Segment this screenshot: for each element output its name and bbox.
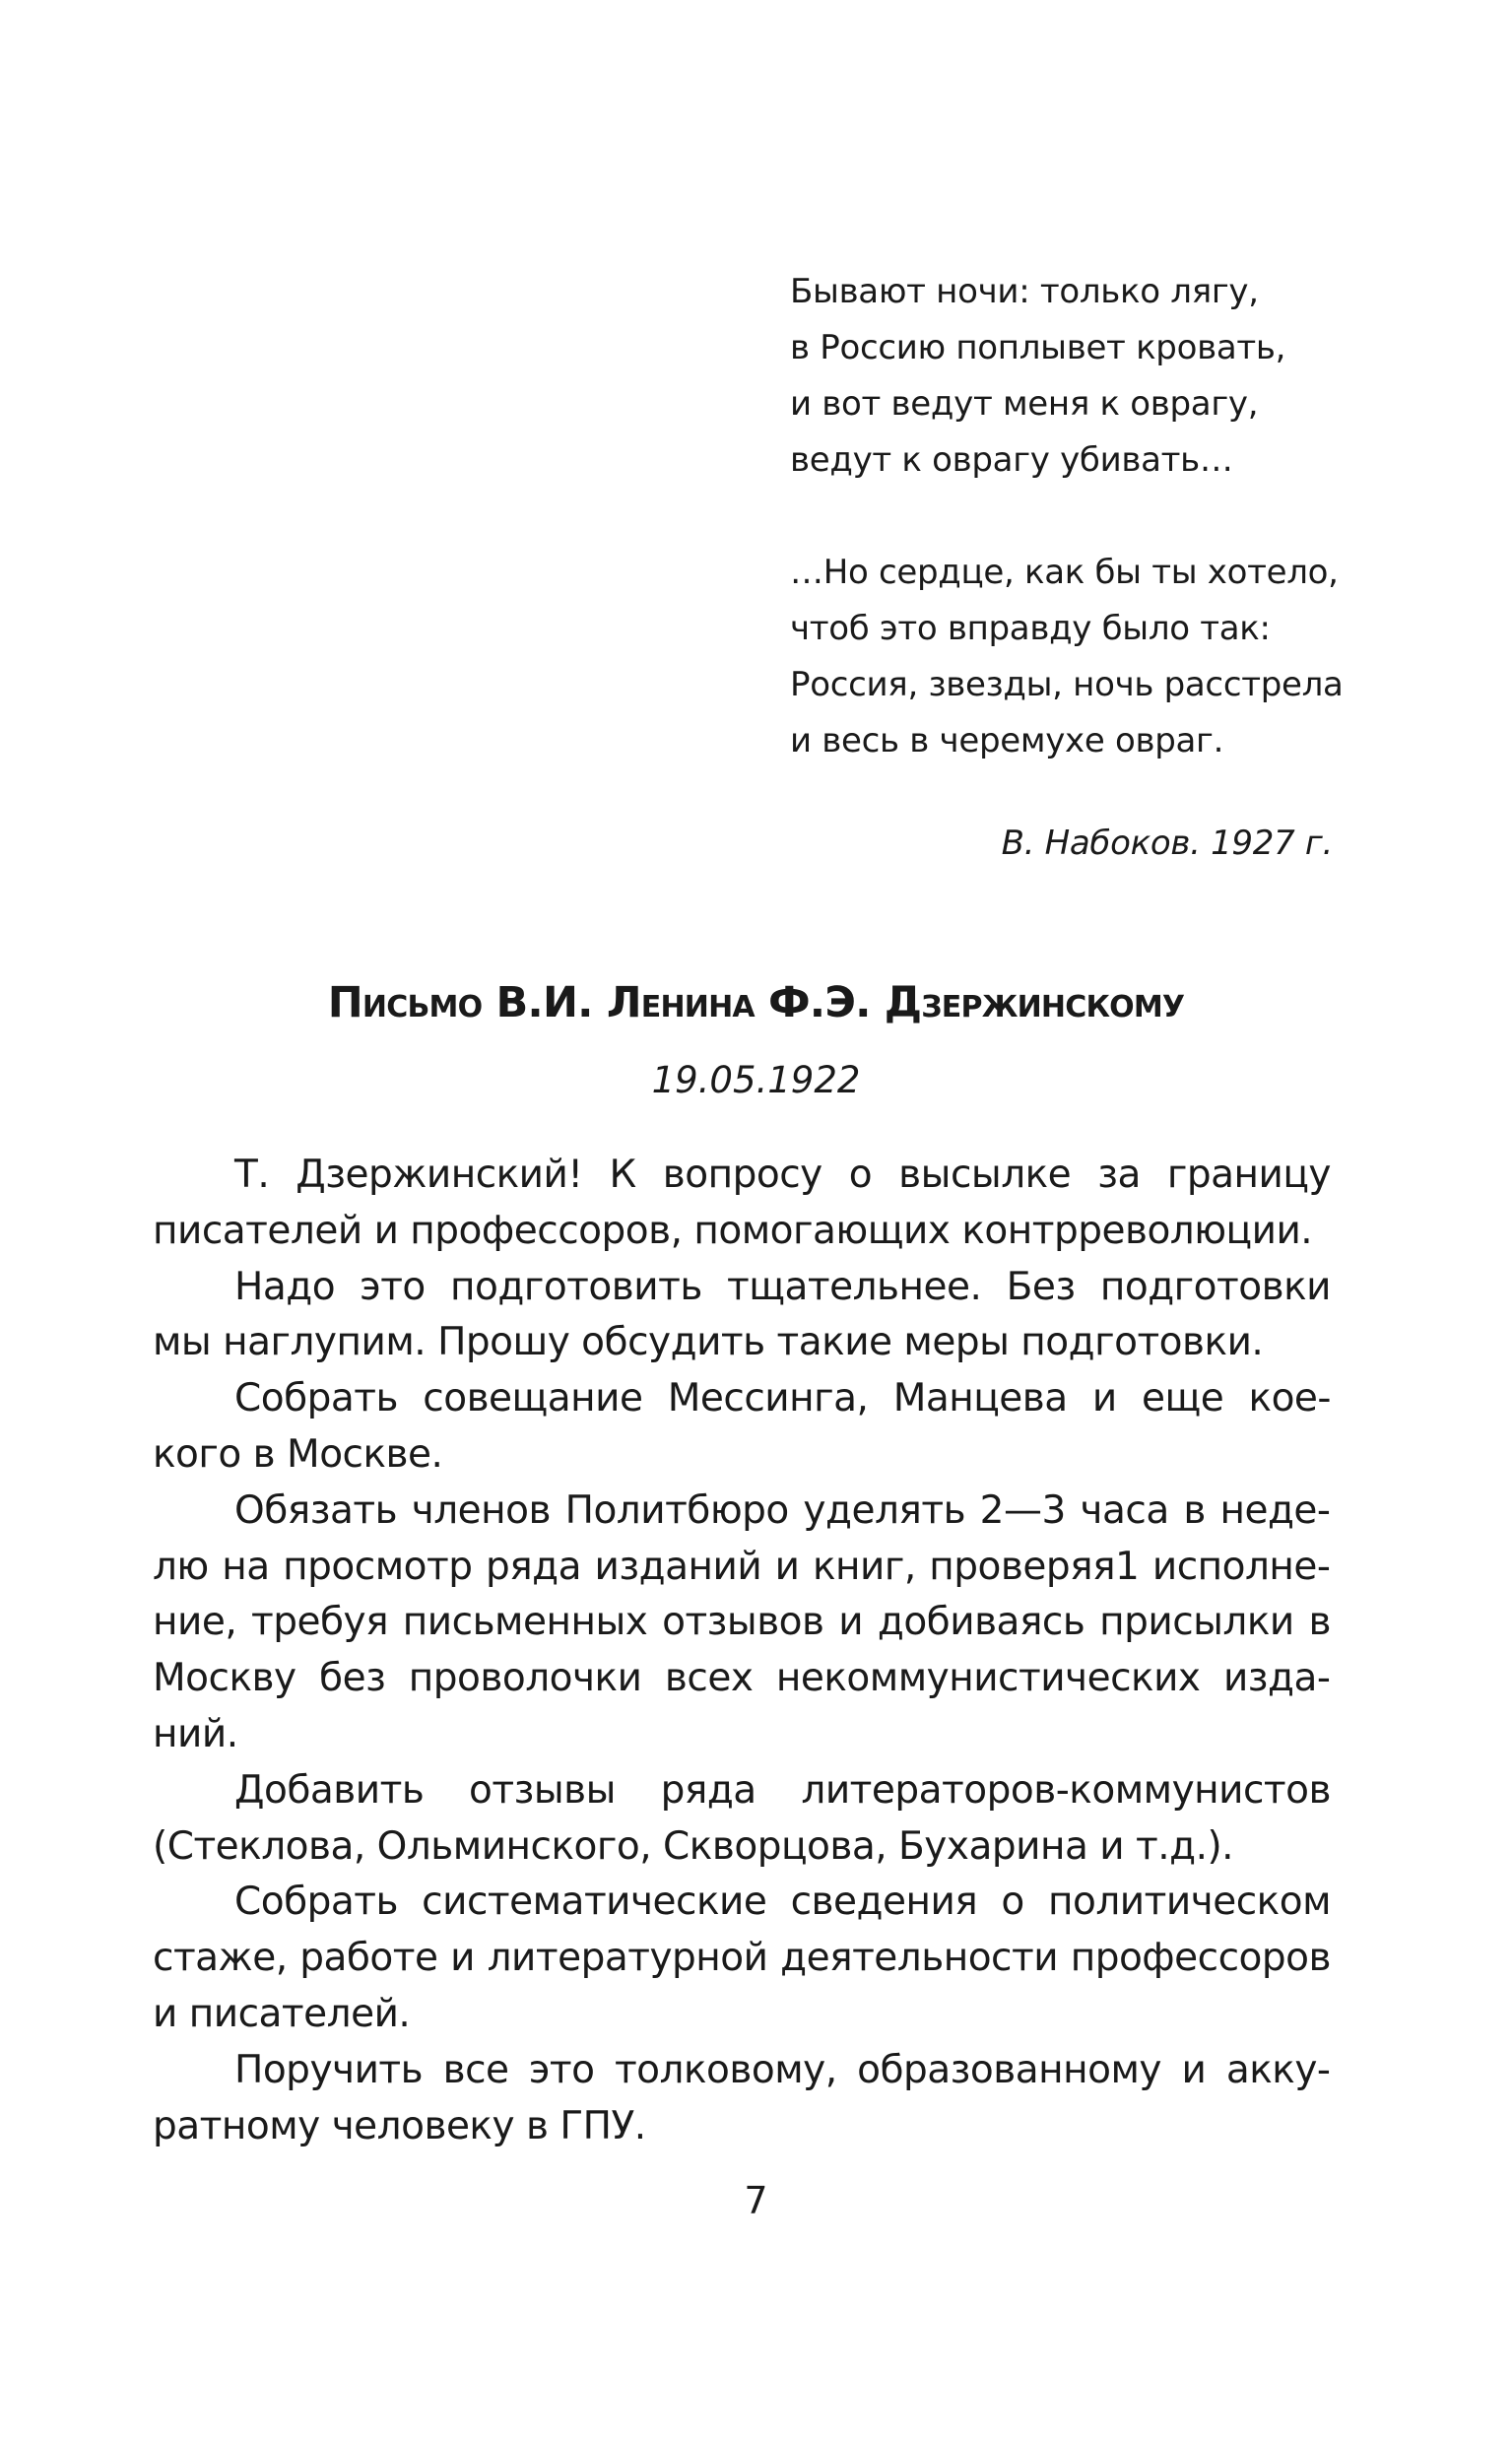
- epigraph-stanza-2: [790, 545, 1342, 769]
- epigraph-line: …Но сердце, как бы ты хотело,: [790, 553, 1339, 592]
- body-paragraph: Собрать совещание Мессинга, Манцева и еще кое-кого в Москве.: [153, 1376, 1331, 1477]
- epigraph-line: и весь в черемухе овраг.: [790, 721, 1224, 760]
- letter-date: 19.05.1922: [651, 1059, 861, 1101]
- body-paragraph: Обязать членов Политбюро уделять 2—3 часа в неделю на просмотр ряда изданий и книг, проверяя1 исполнение, требуя письменных отзывов и добиваясь присылки в Москву без проволочки всех некоммунистических изданий.: [153, 1487, 1331, 1756]
- letter-title: Письмо В.И. Ленина Ф.Э. Дзержинскому: [327, 978, 1185, 1027]
- epigraph-stanza-1: [790, 264, 1342, 489]
- letter-body: [153, 1148, 1331, 2154]
- epigraph-line: ведут к оврагу убивать…: [790, 440, 1233, 480]
- epigraph-line: Бывают ночи: только лягу,: [790, 272, 1259, 311]
- body-paragraph: Поручить все это толковому, образованному и аккуратному человеку в ГПУ.: [153, 2047, 1331, 2148]
- epigraph-line: Россия, звезды, ночь расстрела: [790, 665, 1344, 704]
- page-number: 7: [744, 2179, 768, 2222]
- body-paragraph: Т. Дзержинский! К вопросу о высылке за границу писателей и профессоров, помогающих контрреволюции.: [153, 1153, 1331, 1253]
- epigraph: [790, 264, 1342, 825]
- epigraph-line: в Россию поплывет кровать,: [790, 328, 1286, 367]
- body-paragraph: Собрать систематические сведения о политическом стаже, работе и литературной деятельности профессоров и писателей.: [153, 1880, 1331, 2036]
- epigraph-line: и вот ведут меня к оврагу,: [790, 384, 1259, 424]
- body-paragraph: Добавить отзывы ряда литераторов-коммунистов (Стеклова, Ольминского, Скворцова, Бухарина и т.д.).: [153, 1767, 1331, 1869]
- epigraph-attribution: В. Набоков. 1927 г.: [1001, 824, 1333, 863]
- epigraph-line: чтоб это вправду было так:: [790, 609, 1271, 648]
- body-paragraph: Надо это подготовить тщательнее. Без подготовки мы наглупим. Прошу обсудить такие меры подготовки.: [153, 1264, 1331, 1365]
